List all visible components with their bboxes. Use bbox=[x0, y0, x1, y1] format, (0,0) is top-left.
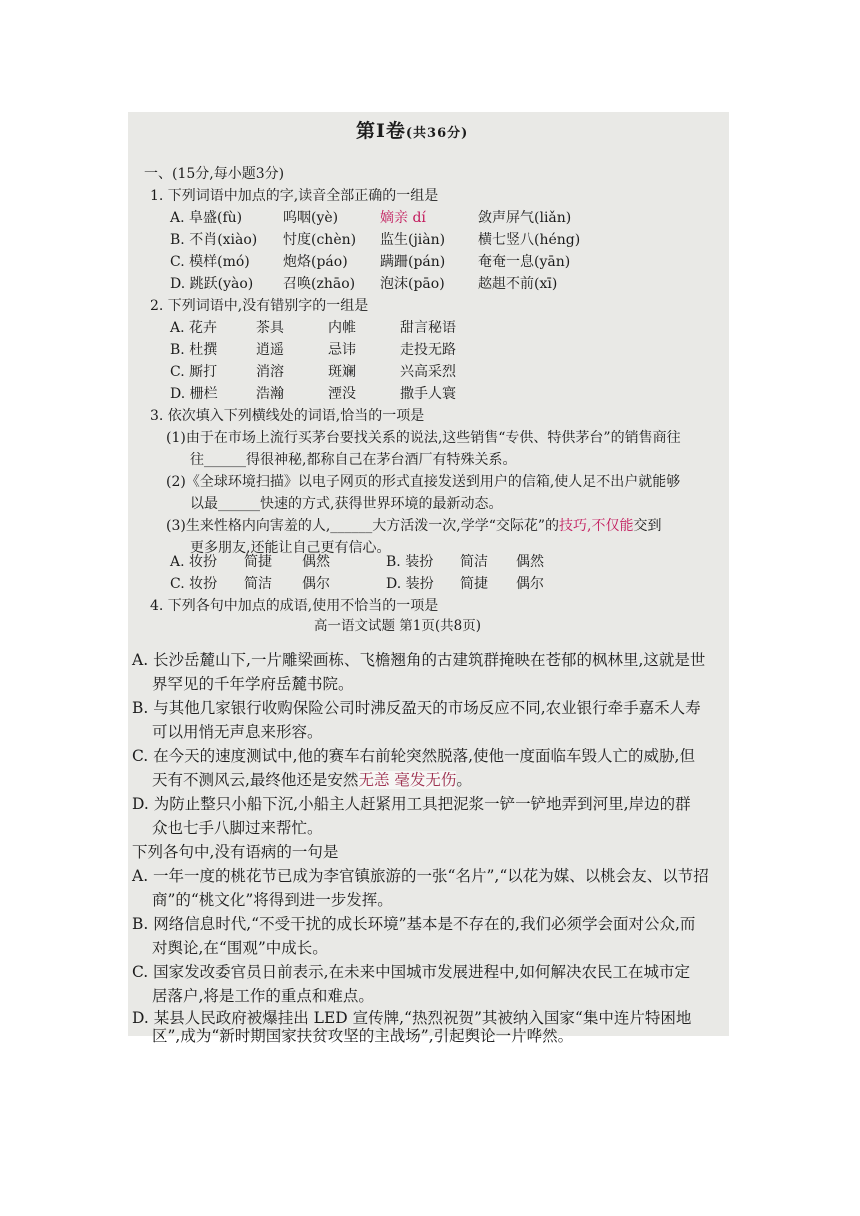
q2-a-3: 内帷 bbox=[328, 320, 356, 336]
q1-a-1: A. 阜盛(fù) bbox=[170, 210, 243, 226]
q4-option-c-line-2: 天有不测风云,最终他还是安然无恙 毫发无伤。 bbox=[152, 771, 472, 789]
page-footer: 高一语文试题 第1页(共8页) bbox=[314, 618, 482, 634]
question-1-stem: 1. 下列词语中加点的字,读音全部正确的一组是 bbox=[150, 188, 439, 204]
q4-option-b-line-1: B. 与其他几家银行收购保险公司时沸反盈天的市场反应不同,农业银行牵手嘉禾人寿 bbox=[132, 699, 701, 717]
q3-b-3: 偶然 bbox=[516, 554, 544, 570]
q3-b-2: 简洁 bbox=[460, 554, 488, 570]
q4-option-c-line-1: C. 在今天的速度测试中,他的赛车右前轮突然脱落,使他一度面临车毁人亡的威胁,但 bbox=[132, 747, 695, 765]
q2-c-4: 兴高采烈 bbox=[400, 364, 456, 380]
q1-b-1: B. 不肖(xiào) bbox=[170, 232, 258, 248]
q5-option-a-line-2: 商”的“桃文化”将得到进一步发挥。 bbox=[152, 891, 393, 909]
q1-d-1: D. 跳跃(yào) bbox=[170, 276, 254, 292]
page-title: 第Ⅰ卷(共36分) bbox=[356, 120, 469, 142]
q2-d-4: 撒手人寰 bbox=[400, 386, 456, 402]
rubbed-out-text: 无恙 毫发无伤 bbox=[358, 771, 457, 789]
q3-a-3: 偶然 bbox=[302, 554, 330, 570]
q4-option-a-line-2: 界罕见的千年学府岳麓书院。 bbox=[152, 675, 354, 693]
q5-option-b-line-2: 对舆论,在“围观”中成长。 bbox=[152, 939, 328, 957]
q3-d-2: 简捷 bbox=[460, 576, 488, 592]
q1-d-2: 召唤(zhāo) bbox=[283, 276, 356, 292]
q3-a-1: A. 妆扮 bbox=[170, 554, 218, 570]
q4-option-d-line-1: D. 为防止整只小船下沉,小船主人赶紧用工具把泥浆一铲一铲地弄到河里,岸边的群 bbox=[132, 795, 691, 813]
q5-option-b-line-1: B. 网络信息时代,“不受干扰的成长环境”基本是不存在的,我们必须学会面对公众,而 bbox=[132, 915, 696, 933]
q3-red-annotation: 技巧,不仅能 bbox=[559, 518, 634, 534]
q3-sentence-3-line-1: (3)生来性格内向害羞的人,______大方活泼一次,学学“交际花”的技巧,不仅能交到 bbox=[166, 518, 662, 534]
q5-option-d-line-1: D. 某县人民政府被爆挂出 LED 宣传牌,“热烈祝贺”其被纳入国家“集中连片特困地 bbox=[132, 1009, 692, 1027]
q3-d-3: 偶尔 bbox=[516, 576, 544, 592]
q3-sentence-1-line-2: 往______得很神秘,都称自己在茅台酒厂有特殊关系。 bbox=[190, 452, 517, 468]
q2-c-1: C. 厮打 bbox=[170, 364, 218, 380]
q5-option-c-line-2: 居落户,将是工作的重点和难点。 bbox=[152, 987, 374, 1005]
q3-c-3: 偶尔 bbox=[302, 576, 330, 592]
q2-a-1: A. 花卉 bbox=[170, 320, 218, 336]
q3-a-2: 简捷 bbox=[244, 554, 272, 570]
q2-d-2: 浩瀚 bbox=[256, 386, 284, 402]
q3-sentence-2-line-2: 以最______快速的方式,获得世界环境的最新动态。 bbox=[190, 496, 503, 512]
q3-d-1: D. 装扮 bbox=[386, 576, 434, 592]
q4-option-d-line-2: 众也七手八脚过来帮忙。 bbox=[152, 819, 323, 837]
q3-sentence-3-line-2: 更多朋友,还能让自己更有信心。 bbox=[190, 540, 391, 556]
q5-option-a-line-1: A. 一年一度的桃花节已成为李官镇旅游的一张“名片”,“以花为媒、以桃会友、以节招 bbox=[132, 867, 709, 885]
q5-option-d-line-2: 区”,成为“新时期国家扶贫攻坚的主战场”,引起舆论一片哗然。 bbox=[152, 1027, 574, 1045]
question-4-stem: 4. 下列各句中加点的成语,使用不恰当的一项是 bbox=[150, 598, 439, 614]
q4-option-b-line-2: 可以用悄无声息来形容。 bbox=[152, 723, 323, 741]
q2-b-3: 忌讳 bbox=[328, 342, 356, 358]
q1-b-4: 横七竖八(héng) bbox=[478, 232, 581, 248]
q1-d-3: 泡沫(pāo) bbox=[380, 276, 445, 292]
q2-c-3: 斑斓 bbox=[328, 364, 356, 380]
q2-a-2: 茶具 bbox=[256, 320, 284, 336]
q1-c-1: C. 模样(mó) bbox=[170, 254, 250, 270]
q5-option-c-line-1: C. 国家发改委官员日前表示,在未来中国城市发展进程中,如何解决农民工在城市定 bbox=[132, 963, 691, 981]
q2-b-1: B. 杜撰 bbox=[170, 342, 218, 358]
q3-sentence-2-line-1: (2)《全球环境扫描》以电子网页的形式直接发送到用户的信箱,使人足不出户就能够 bbox=[166, 474, 681, 490]
question-5-stem: 下列各句中,没有语病的一句是 bbox=[132, 843, 339, 861]
q3-b-1: B. 装扮 bbox=[386, 554, 434, 570]
q3-c-1: C. 妆扮 bbox=[170, 576, 218, 592]
section-heading: 一、(15分,每小题3分) bbox=[144, 166, 285, 182]
q1-c-3: 蹒跚(pán) bbox=[380, 254, 446, 270]
q1-c-2: 炮烙(páo) bbox=[283, 254, 348, 270]
q1-a-3: 嫡亲 dí bbox=[380, 210, 426, 226]
q2-c-2: 消溶 bbox=[256, 364, 284, 380]
q4-option-a-line-1: A. 长沙岳麓山下,一片雕梁画栋、飞檐翘角的古建筑群掩映在苍郁的枫林里,这就是世 bbox=[132, 651, 706, 669]
q2-d-3: 湮没 bbox=[328, 386, 356, 402]
q1-b-2: 忖度(chèn) bbox=[283, 232, 357, 248]
q2-b-2: 逍遥 bbox=[256, 342, 284, 358]
q2-d-1: D. 栅栏 bbox=[170, 386, 218, 402]
q1-d-4: 趑趄不前(xī) bbox=[478, 276, 558, 292]
question-3-stem: 3. 依次填入下列横线处的词语,恰当的一项是 bbox=[150, 408, 425, 424]
question-2-stem: 2. 下列词语中,没有错别字的一组是 bbox=[150, 298, 369, 314]
q2-b-4: 走投无路 bbox=[400, 342, 456, 358]
q2-a-4: 甜言秘语 bbox=[400, 320, 456, 336]
q3-sentence-1-line-1: (1)由于在市场上流行买茅台要找关系的说法,这些销售“专供、特供茅台”的销售商往 bbox=[166, 430, 681, 446]
q1-a-4: 敛声屏气(liǎn) bbox=[478, 210, 572, 226]
q3-c-2: 简洁 bbox=[244, 576, 272, 592]
q1-a-2: 呜咽(yè) bbox=[283, 210, 339, 226]
q1-b-3: 监生(jiàn) bbox=[380, 232, 446, 248]
q1-c-4: 奄奄一息(yān) bbox=[478, 254, 571, 270]
